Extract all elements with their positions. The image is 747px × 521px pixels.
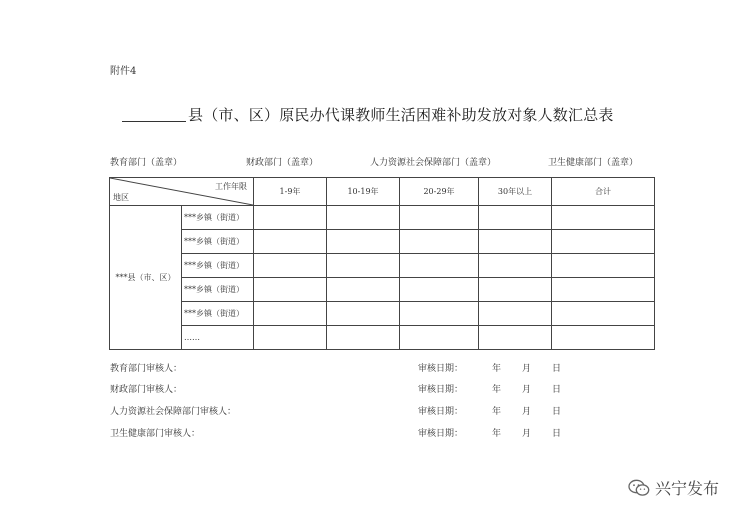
watermark (628, 476, 719, 499)
town-cell: ***乡镇（街道） (182, 230, 254, 254)
data-cell (254, 302, 327, 326)
date-year: 年 (492, 364, 502, 374)
town-cell: ***乡镇（街道） (182, 278, 254, 302)
town-cell: ***乡镇（街道） (182, 302, 254, 326)
title-text: 县（市、区）原民办代课教师生活困难补助发放对象人数汇总表 (188, 106, 614, 124)
dept-seal-hr: 人力资源社会保障部门（盖章） (370, 158, 497, 168)
data-cell (400, 326, 479, 350)
data-cell (479, 206, 552, 230)
data-cell (479, 278, 552, 302)
data-cell (254, 254, 327, 278)
date-day: 日 (552, 429, 562, 439)
table-row (110, 278, 655, 302)
reviewer-education: 教育部门审核人： (110, 364, 183, 374)
summary-table (109, 177, 655, 350)
table-row (110, 230, 655, 254)
date-year: 年 (492, 429, 502, 439)
table-row (110, 302, 655, 326)
data-cell (254, 230, 327, 254)
date-month: 月 (522, 364, 532, 374)
data-cell (327, 206, 400, 230)
data-cell (400, 206, 479, 230)
wechat-icon (628, 479, 650, 497)
review-date-label: 审核日期： (418, 407, 464, 417)
data-cell (400, 254, 479, 278)
reviewer-hr: 人力资源社会保障部门审核人： (110, 407, 237, 417)
date-day: 日 (552, 385, 562, 395)
dept-seal-health: 卫生健康部门（盖章） (548, 158, 639, 168)
watermark-text: 兴宁发布 (655, 479, 720, 498)
data-cell (552, 278, 655, 302)
data-cell (552, 206, 655, 230)
county-name-blank (122, 121, 186, 122)
column-header: 10-19年 (327, 178, 400, 206)
data-cell (552, 230, 655, 254)
attachment-label: 附件4 (110, 66, 137, 77)
data-cell (254, 206, 327, 230)
date-day: 日 (552, 407, 562, 417)
data-cell (327, 326, 400, 350)
review-date-label: 审核日期： (418, 429, 464, 439)
header-region: 地区 (113, 193, 129, 202)
table-row (110, 326, 655, 350)
table-header-row (110, 178, 655, 206)
data-cell (552, 302, 655, 326)
data-cell (327, 230, 400, 254)
review-date-label: 审核日期： (418, 385, 464, 395)
column-header: 1-9年 (254, 178, 327, 206)
column-header: 20-29年 (400, 178, 479, 206)
date-month: 月 (522, 385, 532, 395)
date-year: 年 (492, 385, 502, 395)
date-month: 月 (522, 407, 532, 417)
reviewer-health: 卫生健康部门审核人： (110, 429, 201, 439)
dept-seal-finance: 财政部门（盖章） (246, 158, 319, 168)
diagonal-header-cell (110, 178, 254, 206)
reviewer-finance: 财政部门审核人： (110, 385, 183, 395)
table-row (110, 254, 655, 278)
data-cell (479, 302, 552, 326)
data-cell (327, 278, 400, 302)
page-title (122, 104, 614, 125)
data-cell (479, 230, 552, 254)
county-cell: ***县（市、区） (110, 206, 182, 350)
data-cell (254, 278, 327, 302)
dept-seal-education: 教育部门（盖章） (110, 158, 183, 168)
date-year: 年 (492, 407, 502, 417)
date-month: 月 (522, 429, 532, 439)
review-date-label: 审核日期： (418, 364, 464, 374)
town-cell: ***乡镇（街道） (182, 254, 254, 278)
data-cell (327, 302, 400, 326)
data-cell (400, 230, 479, 254)
table-row (110, 206, 655, 230)
data-cell (479, 326, 552, 350)
date-day: 日 (552, 364, 562, 374)
data-cell (254, 326, 327, 350)
column-header: 30年以上 (479, 178, 552, 206)
data-cell (552, 326, 655, 350)
header-work-years: 工作年限 (215, 182, 247, 191)
column-header: 合计 (552, 178, 655, 206)
data-cell (479, 254, 552, 278)
data-cell (400, 302, 479, 326)
town-cell: ***乡镇（街道） (182, 206, 254, 230)
data-cell (327, 254, 400, 278)
data-cell (400, 278, 479, 302)
data-cell (552, 254, 655, 278)
town-cell-ellipsis: …… (182, 326, 254, 350)
